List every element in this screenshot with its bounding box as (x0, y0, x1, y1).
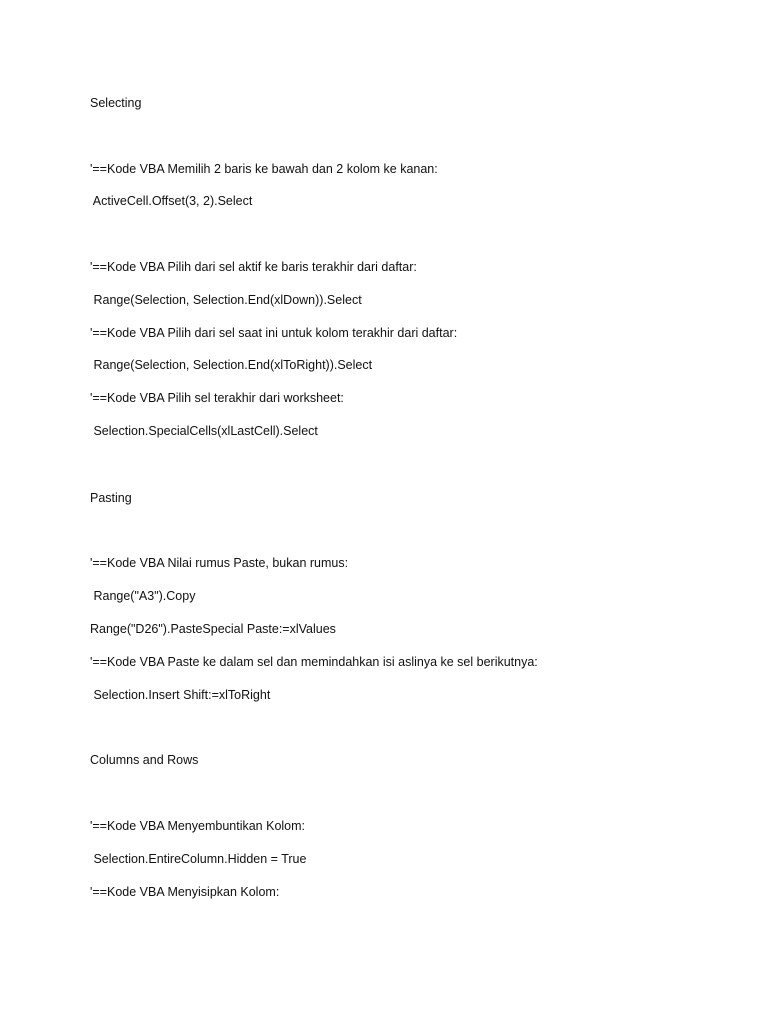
comment-line: '==Kode VBA Pilih sel terakhir dari worksheet: (90, 391, 344, 405)
code-line: Range("A3").Copy (90, 589, 196, 603)
section-heading-pasting: Pasting (90, 491, 132, 505)
code-line: Selection.SpecialCells(xlLastCell).Select (90, 424, 318, 438)
comment-line: '==Kode VBA Menyembuntikan Kolom: (90, 819, 306, 833)
code-line: Selection.Insert Shift:=xlToRight (90, 688, 271, 702)
comment-line: '==Kode VBA Memilih 2 baris ke bawah dan 2 kolom ke kanan: (90, 162, 438, 176)
comment-line: '==Kode VBA Nilai rumus Paste, bukan rumus: (90, 556, 349, 570)
comment-line: '==Kode VBA Paste ke dalam sel dan memindahkan isi aslinya ke sel berikutnya: (90, 655, 538, 669)
section-heading-columns-and-rows: Columns and Rows (90, 753, 199, 767)
code-line: ActiveCell.Offset(3, 2).Select (90, 194, 253, 208)
code-line: Range("D26").PasteSpecial Paste:=xlValues (90, 622, 336, 636)
comment-line: '==Kode VBA Menyisipkan Kolom: (90, 885, 280, 899)
section-heading-selecting: Selecting (90, 96, 142, 110)
code-line: Selection.EntireColumn.Hidden = True (90, 852, 307, 866)
comment-line: '==Kode VBA Pilih dari sel aktif ke baris terakhir dari daftar: (90, 260, 417, 274)
comment-line: '==Kode VBA Pilih dari sel saat ini untuk kolom terakhir dari daftar: (90, 326, 458, 340)
code-line: Range(Selection, Selection.End(xlDown)).Select (90, 293, 362, 307)
code-line: Range(Selection, Selection.End(xlToRight)).Select (90, 358, 373, 372)
